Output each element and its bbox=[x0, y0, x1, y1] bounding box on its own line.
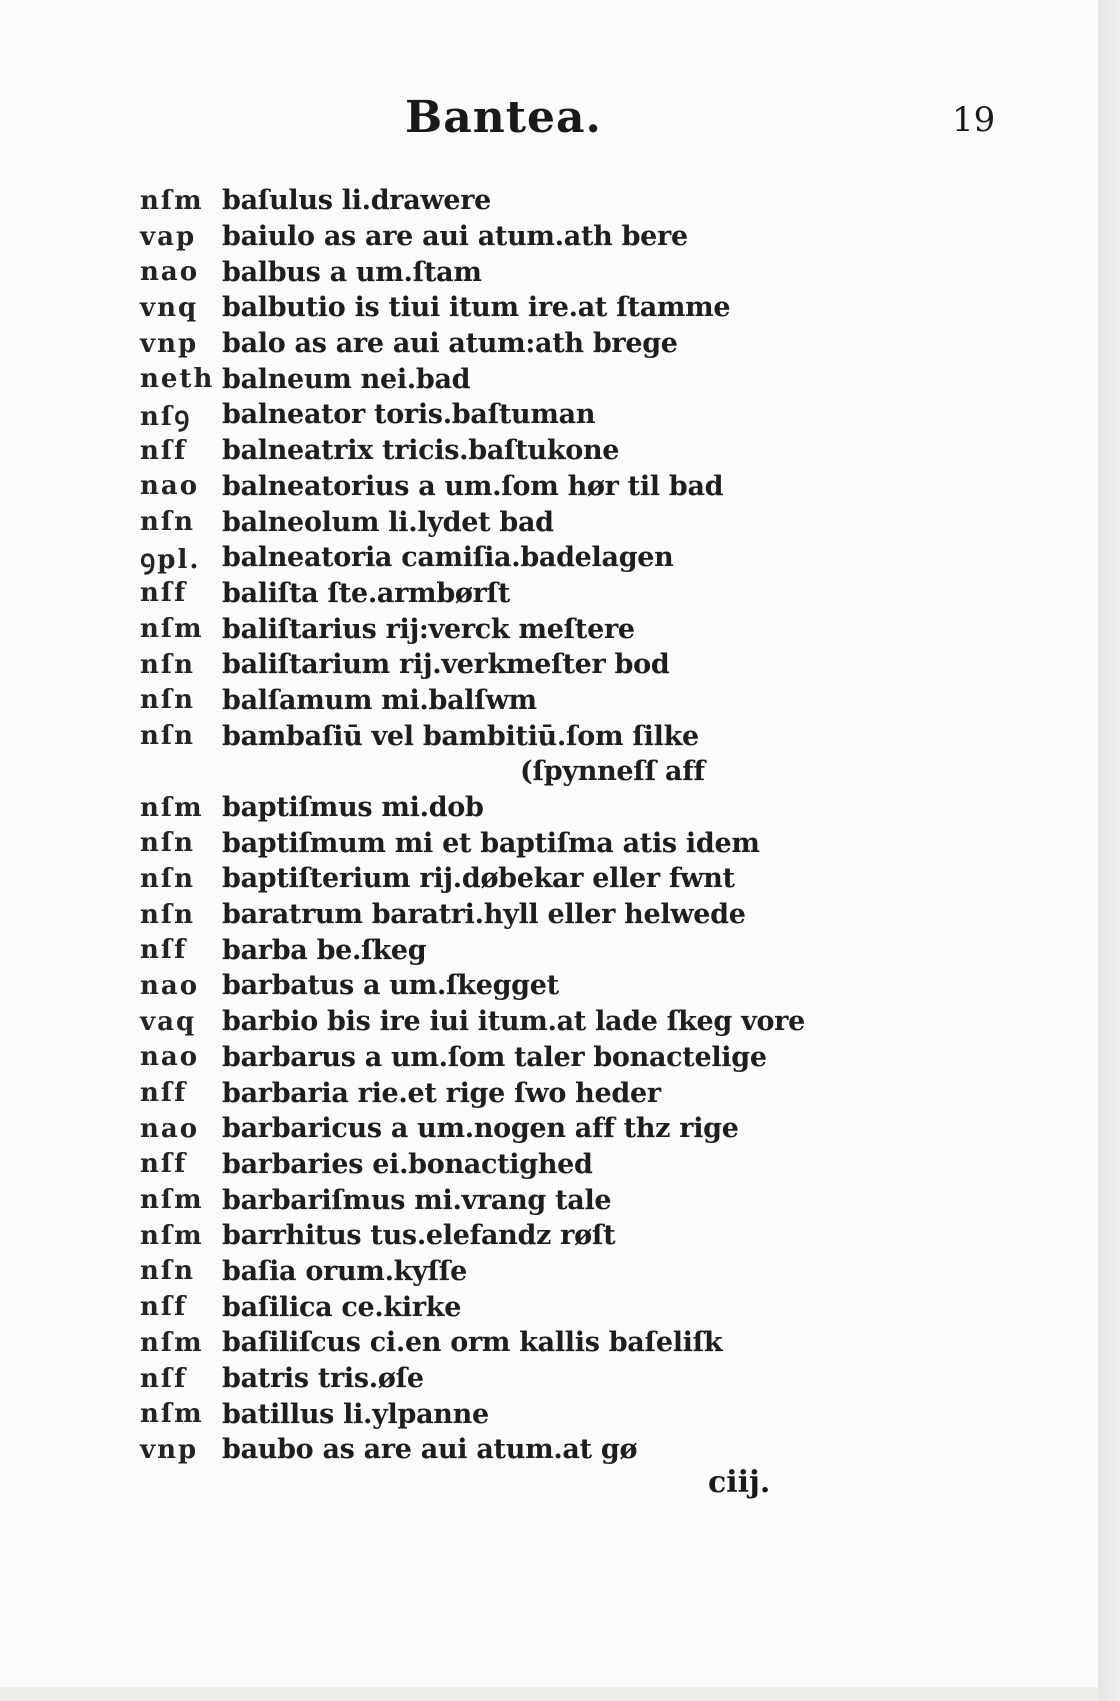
entry-text: balo as are aui atum:ath brege bbox=[222, 328, 678, 360]
entry-text: baliſtarius rij:verck meſtere bbox=[222, 613, 635, 645]
grammar-code: ꝯpl. bbox=[140, 544, 201, 575]
grammar-code: nſn bbox=[140, 1256, 195, 1287]
grammar-code: nſn bbox=[140, 828, 195, 859]
page-edge bbox=[1098, 0, 1120, 1701]
glossary-entry bbox=[140, 968, 900, 1004]
grammar-code: nao bbox=[140, 1113, 200, 1144]
glossary-entry bbox=[140, 1289, 900, 1325]
grammar-code: nſm bbox=[140, 792, 204, 823]
glossary-entry bbox=[140, 361, 900, 397]
glossary-entry bbox=[140, 825, 900, 861]
glossary-entry bbox=[140, 1147, 900, 1183]
entry-text: baſia orum.kyſſe bbox=[222, 1255, 467, 1287]
entry-text: balneum nei.bad bbox=[222, 363, 471, 395]
page-title: Bantea. bbox=[405, 92, 602, 143]
glossary-entries bbox=[140, 183, 900, 1468]
grammar-code: nſn bbox=[140, 899, 195, 930]
grammar-code: nao bbox=[140, 1042, 200, 1073]
glossary-entry bbox=[140, 254, 900, 290]
grammar-code: neth bbox=[140, 364, 215, 395]
glossary-entry bbox=[140, 1040, 900, 1076]
grammar-code: nſn bbox=[140, 685, 195, 716]
entry-text: barbaria rie.et rige ſwo heder bbox=[222, 1077, 661, 1109]
glossary-entry bbox=[140, 790, 900, 826]
glossary-entry bbox=[140, 861, 900, 897]
grammar-code: nſm bbox=[140, 1327, 204, 1358]
glossary-entry bbox=[140, 397, 900, 433]
glossary-entry bbox=[140, 611, 900, 647]
entry-text: barbaries ei.bonactighed bbox=[222, 1148, 593, 1180]
glossary-entry bbox=[140, 718, 900, 754]
glossary-entry bbox=[140, 540, 900, 576]
entry-text: baptiſmum mi et baptiſma atis idem bbox=[222, 827, 760, 859]
entry-text: baptiſmus mi.dob bbox=[222, 792, 484, 824]
grammar-code: vnp bbox=[140, 1434, 199, 1465]
glossary-entry bbox=[140, 469, 900, 505]
glossary-entry bbox=[140, 1004, 900, 1040]
glossary-entry bbox=[140, 504, 900, 540]
grammar-code: nao bbox=[140, 471, 200, 502]
glossary-entry bbox=[140, 932, 900, 968]
grammar-code: nſm bbox=[140, 1220, 204, 1251]
glossary-entry bbox=[140, 647, 900, 683]
entry-text: balneatrix tricis.baſtukone bbox=[222, 435, 620, 467]
entry-text: baliſtarium rij.verkmeſter bod bbox=[222, 649, 670, 681]
glossary-entry bbox=[140, 1182, 900, 1218]
entry-text: baliſta ſte.armbørſt bbox=[222, 577, 511, 609]
glossary-entry bbox=[140, 576, 900, 612]
entry-text: barrhitus tus.elefandz røſt bbox=[222, 1220, 616, 1252]
entry-text: barbaricus a um.nogen aff thz rige bbox=[222, 1113, 739, 1145]
grammar-code: nſm bbox=[140, 185, 204, 216]
entry-text: balneolum li.lydet bad bbox=[222, 506, 554, 538]
glossary-entry bbox=[140, 183, 900, 219]
grammar-code: nao bbox=[140, 970, 200, 1001]
page-bottom-edge bbox=[0, 1687, 1098, 1701]
grammar-code: nſf bbox=[140, 1292, 188, 1323]
glossary-entry bbox=[140, 1361, 900, 1397]
glossary-entry bbox=[140, 1254, 900, 1290]
glossary-entry bbox=[140, 1432, 900, 1468]
entry-text: barbatus a um.ſkegget bbox=[222, 970, 559, 1002]
entry-text: barba be.ſkeg bbox=[222, 934, 427, 966]
grammar-code: nſf bbox=[140, 1149, 188, 1180]
glossary-entry bbox=[140, 433, 900, 469]
grammar-code: nſn bbox=[140, 649, 195, 680]
grammar-code: nſm bbox=[140, 1185, 204, 1216]
entry-text: batillus li.ylpanne bbox=[222, 1398, 489, 1430]
entry-text: baratrum baratri.hyll eller helwede bbox=[222, 899, 746, 931]
entry-text: batris tris.øſe bbox=[222, 1363, 424, 1395]
grammar-code: nſf bbox=[140, 578, 188, 609]
grammar-code: nao bbox=[140, 257, 200, 288]
glossary-entry bbox=[140, 1325, 900, 1361]
grammar-code: nſf bbox=[140, 1363, 188, 1394]
entry-text: baſulus li.drawere bbox=[222, 185, 492, 217]
glossary-entry bbox=[140, 1396, 900, 1432]
grammar-code: nſf bbox=[140, 435, 188, 466]
grammar-code: nſn bbox=[140, 507, 195, 538]
glossary-entry bbox=[140, 897, 900, 933]
glossary-entry bbox=[140, 683, 900, 719]
entry-text: balneatoria camiſia.badelagen bbox=[222, 542, 674, 574]
entry-text: balſamum mi.balſwm bbox=[222, 684, 537, 716]
entry-continuation bbox=[140, 754, 900, 790]
glossary-entry bbox=[140, 1111, 900, 1147]
signature-mark: ciij. bbox=[708, 1465, 771, 1500]
entry-text: barbarus a um.ſom taler bonactelige bbox=[222, 1041, 767, 1073]
glossary-entry bbox=[140, 290, 900, 326]
glossary-entry bbox=[140, 326, 900, 362]
entry-text: baubo as are aui atum.at gø bbox=[222, 1434, 638, 1466]
entry-text: balneatorius a um.ſom hør til bad bbox=[222, 470, 724, 502]
entry-text: baiulo as are aui atum.ath bere bbox=[222, 221, 688, 253]
grammar-code: vnq bbox=[140, 292, 199, 323]
entry-text: baſiliſcus ci.en orm kallis baſeliſk bbox=[222, 1327, 723, 1359]
entry-text: baſilica ce.kirke bbox=[222, 1291, 462, 1323]
glossary-entry bbox=[140, 1075, 900, 1111]
entry-text: balneator toris.baſtuman bbox=[222, 399, 596, 431]
grammar-code: nſf bbox=[140, 1078, 188, 1109]
grammar-code: vap bbox=[140, 221, 197, 252]
entry-text: balbus a um.ſtam bbox=[222, 256, 482, 288]
page-number: 19 bbox=[952, 100, 996, 140]
glossary-entry bbox=[140, 1218, 900, 1254]
entry-text: barbio bis ire iui itum.at lade ſkeg vore bbox=[222, 1006, 805, 1038]
entry-text: balbutio is tiui itum ire.at ſtamme bbox=[222, 292, 731, 324]
grammar-code: vnp bbox=[140, 328, 199, 359]
grammar-code: nſf bbox=[140, 935, 188, 966]
entry-text: baptiſterium rij.døbekar eller fwnt bbox=[222, 863, 735, 895]
entry-text: (ſpynneſſ aff bbox=[520, 756, 705, 788]
grammar-code: nſm bbox=[140, 1399, 204, 1430]
glossary-entry bbox=[140, 219, 900, 255]
entry-text: bambaſiū vel bambitiū.ſom ſilke bbox=[222, 720, 699, 752]
entry-text: barbariſmus mi.vrang tale bbox=[222, 1184, 612, 1216]
grammar-code: nſn bbox=[140, 721, 195, 752]
grammar-code: nſn bbox=[140, 863, 195, 894]
grammar-code: nſm bbox=[140, 614, 204, 645]
grammar-code: vaq bbox=[140, 1006, 197, 1037]
grammar-code: nſꝯ bbox=[140, 401, 192, 432]
